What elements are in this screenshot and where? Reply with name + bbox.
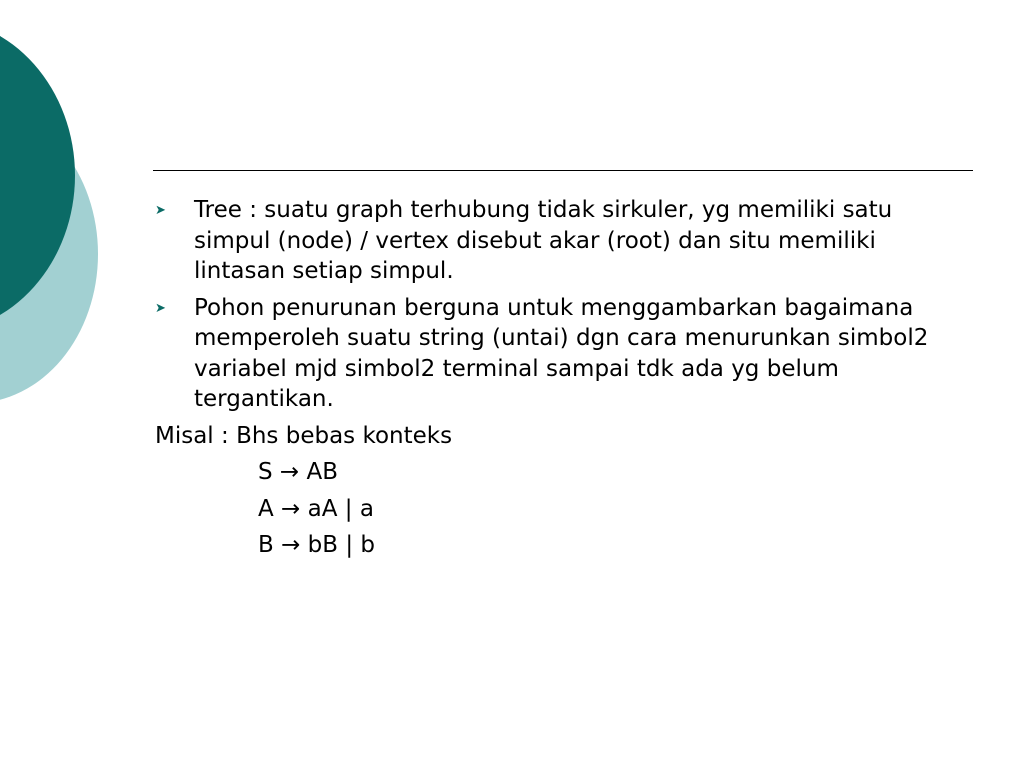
grammar-rules [155,457,955,561]
chevron-right-icon: ➤ [155,203,166,218]
bullet-item-tree [155,195,955,287]
slide-body [155,195,955,567]
bullet-text: Tree : suatu graph terhubung tidak sirkuler, yg memiliki satu simpul (node) / vertex disebut akar (root) dan situ memiliki lintasan setiap simpul. [194,197,893,284]
title-divider [153,170,973,171]
example-intro: Misal : Bhs bebas konteks [155,422,453,449]
grammar-rule: B → bB | b [258,532,376,558]
bullet-item-derivation-tree [155,293,955,415]
bullet-list [155,195,955,415]
bullet-text: Pohon penurunan berguna untuk menggambarkan bagaimana memperoleh suatu string (untai) dgn cara menurunkan simbol2 variabel mjd simbol2 terminal sampai tdk ada yg belum tergantikan. [194,294,929,412]
chevron-right-icon: ➤ [155,300,166,316]
grammar-rule: S → AB [258,459,339,485]
grammar-rule: A → aA | a [258,495,374,522]
